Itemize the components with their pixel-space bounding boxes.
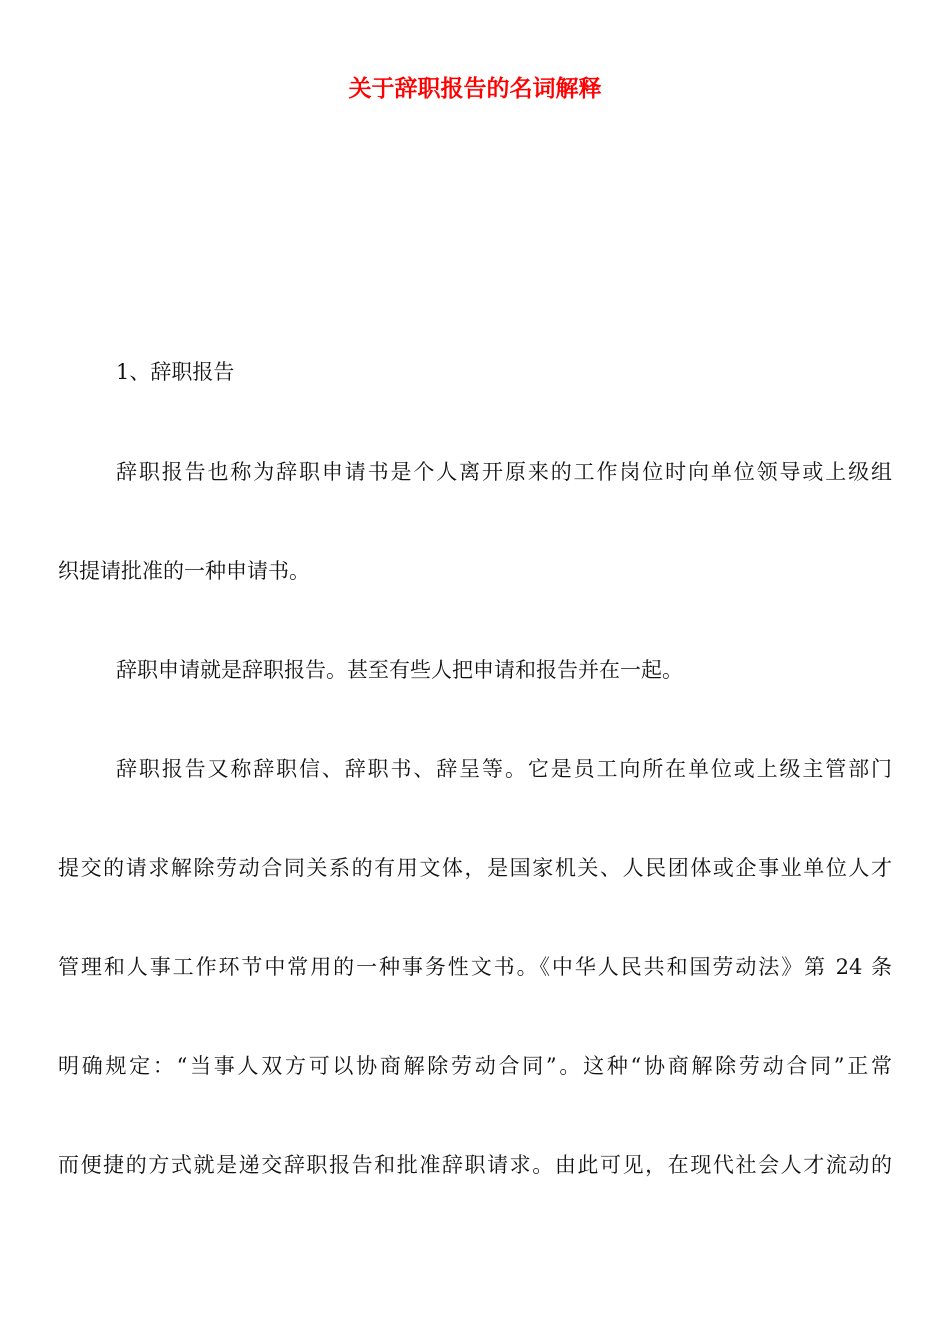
paragraph-line: 辞职报告也称为辞职申请书是个人离开原来的工作岗位时向单位领导或上级组: [116, 460, 892, 484]
paragraph-line: 提交的请求解除劳动合同关系的有用文体，是国家机关、人民团体或企事业单位人才: [58, 856, 892, 880]
paragraph-line: 明确规定：“当事人双方可以协商解除劳动合同”。这种“协商解除劳动合同”正常: [58, 1054, 892, 1078]
paragraph-line: 辞职申请就是辞职报告。甚至有些人把申请和报告并在一起。: [116, 658, 683, 682]
section-heading: 1、辞职报告: [116, 360, 235, 384]
paragraph-line: 而便捷的方式就是递交辞职报告和批准辞职请求。由此可见，在现代社会人才流动的: [58, 1153, 892, 1177]
document-title: 关于辞职报告的名词解释: [348, 76, 602, 102]
paragraph-line: 辞职报告又称辞职信、辞职书、辞呈等。它是员工向所在单位或上级主管部门: [116, 757, 892, 781]
paragraph-line: 织提请批准的一种申请书。: [58, 559, 310, 583]
paragraph-line: 管理和人事工作环节中常用的一种事务性文书。《中华人民共和国劳动法》第 24 条: [58, 955, 892, 979]
